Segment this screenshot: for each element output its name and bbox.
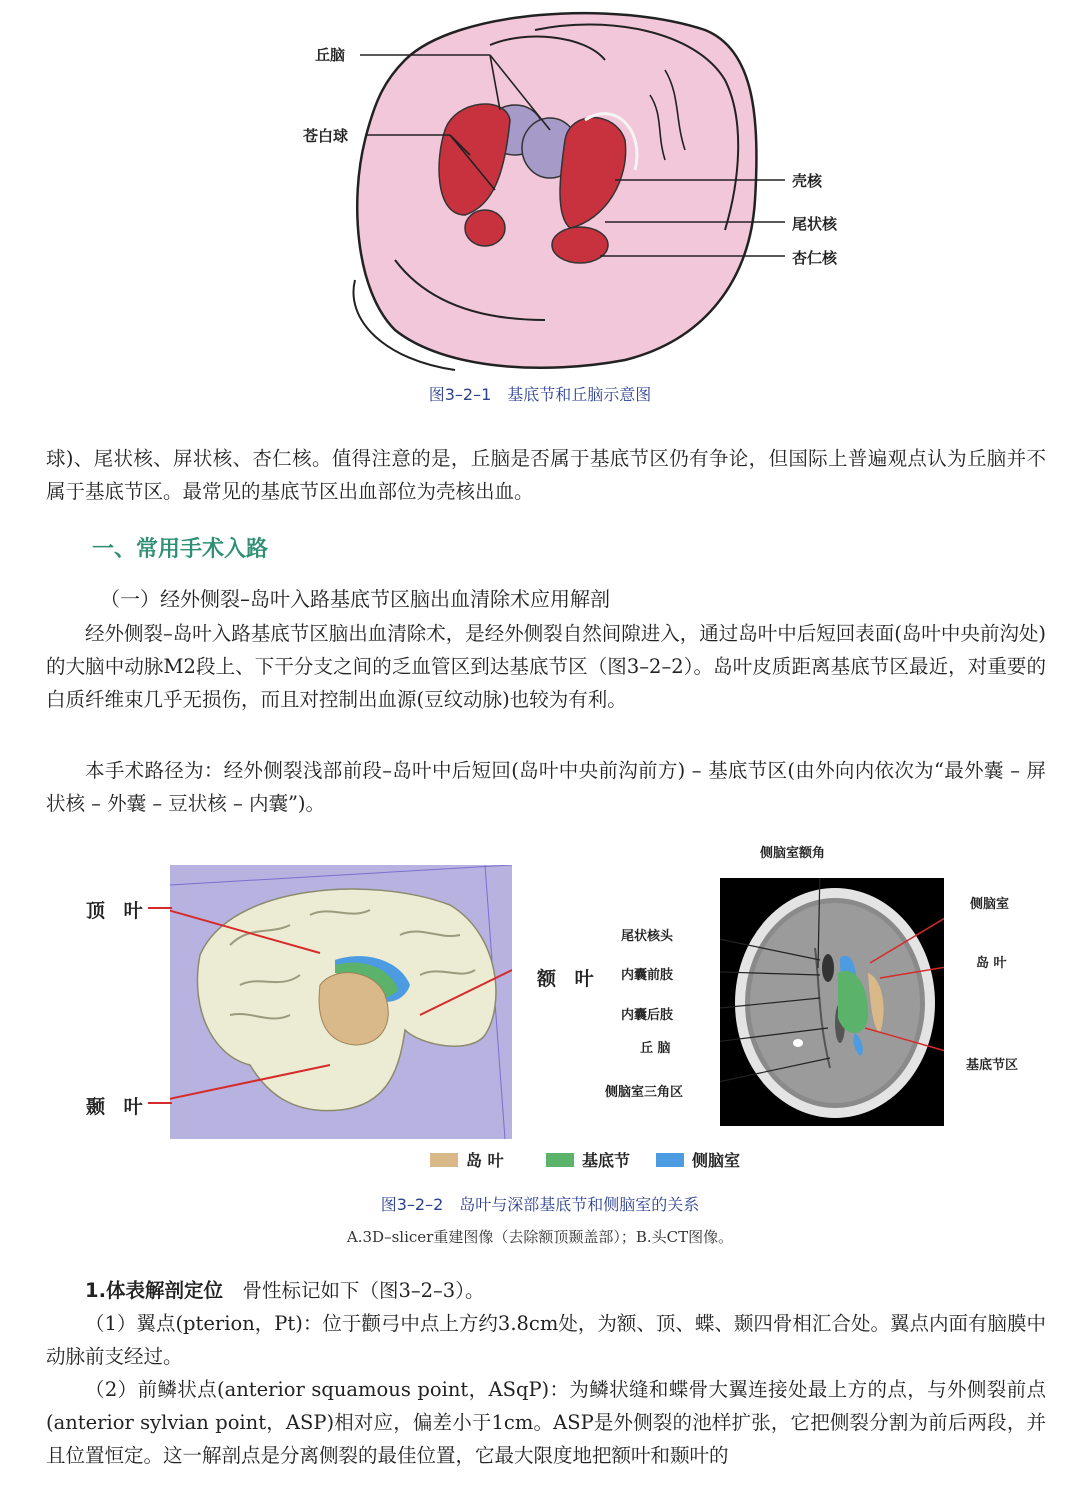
- subsection-heading: （一）经外侧裂–岛叶入路基底节区脑出血清除术应用解剖: [100, 587, 610, 611]
- legend-insula: [430, 1148, 504, 1171]
- paragraph-3: 本手术路径为：经外侧裂浅部前段–岛叶中后短回(岛叶中央前沟前方) – 基底节区(由外向内依次为“最外囊 – 屏状核 – 外囊 – 豆状核 – 内囊”)。: [46, 759, 1046, 815]
- legend-basal-ganglia: [546, 1148, 630, 1171]
- figure-2b: [720, 878, 944, 1126]
- legend-label-basal-ganglia: 基底节: [582, 1151, 631, 1170]
- label-globus-pallidus: 苍白球: [303, 127, 349, 145]
- paragraph-1: 球)、尾状核、屏状核、杏仁核。值得注意的是，丘脑是否属于基底节区仍有争论，但国际上普遍观点认为丘脑并不属于基底节区。最常见的基底节区出血部位为壳核出血。: [46, 447, 1046, 503]
- label-amygdala: 杏仁核: [792, 249, 838, 267]
- label-frontal-horn: 侧脑室额角: [760, 846, 826, 861]
- label-caudate-head: 尾状核头: [621, 929, 674, 944]
- label-temporal-lobe: 颞 叶: [86, 1096, 149, 1118]
- label-insula: 岛 叶: [976, 956, 1007, 971]
- legend-swatch-basal-ganglia: [546, 1153, 574, 1167]
- figure-1-caption: 图3–2–1 基底节和丘脑示意图: [428, 385, 652, 404]
- leader-line-temporal: [148, 1102, 172, 1104]
- leader-line-parietal: [148, 907, 172, 909]
- legend-label-lateral-ventricle: 侧脑室: [692, 1151, 741, 1170]
- paragraph-5: （1）翼点(pterion，Pt)：位于颧弓中点上方约3.8cm处，为额、顶、蝶、颞四骨相汇合处。翼点内面有脑膜中动脉前支经过。: [46, 1312, 1046, 1368]
- figure-2a: [170, 865, 512, 1139]
- legend-swatch-insula: [430, 1153, 458, 1167]
- label-frontal-lobe: 额 叶: [537, 968, 600, 990]
- label-ct-thalamus: 丘 脑: [640, 1041, 671, 1056]
- paragraph-4: [46, 1274, 1046, 1307]
- ct-scan-image: [720, 878, 944, 1126]
- label-putamen: 壳核: [792, 172, 823, 190]
- legend-label-insula: 岛 叶: [466, 1151, 504, 1170]
- label-basal-ganglia: 基底节区: [966, 1058, 1019, 1073]
- label-thalamus: 丘脑: [315, 46, 346, 64]
- paragraph-6: （2）前鳞状点(anterior squamous point，ASqP)：为鳞状缝和蝶骨大翼连接处最上方的点，与外侧裂前点(anterior sylvian point，ASP)相对应，偏差小于1cm。ASP是外侧裂的池样扩张，它把侧裂分割为前后两段，并且位置恒定。这一解剖点是分离侧裂的最佳位置，它最大限度地把额叶和颞叶的: [46, 1378, 1046, 1467]
- label-parietal-lobe: 顶 叶: [86, 900, 149, 922]
- label-caudate: 尾状核: [792, 215, 838, 233]
- paragraph-4-text: 骨性标记如下（图3–2–3）。: [222, 1279, 485, 1302]
- label-anterior-limb: 内囊前肢: [621, 968, 674, 983]
- section-heading: 一、常用手术入路: [92, 537, 269, 562]
- paragraph-4-heading: 1.体表解剖定位: [85, 1279, 223, 1302]
- label-posterior-limb: 内囊后肢: [621, 1008, 674, 1023]
- figure-2-subcaption: A.3D–slicer重建图像（去除额顶颞盖部）；B.头CT图像。: [346, 1228, 734, 1246]
- paragraph-2: 经外侧裂–岛叶入路基底节区脑出血清除术，是经外侧裂自然间隙进入，通过岛叶中后短回表面(岛叶中央前沟处)的大脑中动脉M2段上、下干分支之间的乏血管区到达基底节区（图3–2–2）。岛叶皮质距离基底节区最近，对重要的白质纤维束几乎无损伤，而且对控制出血源(豆纹动脉)也较为有利。: [46, 622, 1046, 711]
- figure-2-caption: 图3–2–2 岛叶与深部基底节和侧脑室的关系: [380, 1195, 700, 1214]
- legend-swatch-lateral-ventricle: [656, 1153, 684, 1167]
- label-trigone: 侧脑室三角区: [605, 1085, 684, 1100]
- legend-lateral-ventricle: [656, 1148, 740, 1171]
- label-lateral-ventricle: 侧脑室: [970, 897, 1010, 912]
- 3d-brain-reconstruction: [170, 865, 512, 1139]
